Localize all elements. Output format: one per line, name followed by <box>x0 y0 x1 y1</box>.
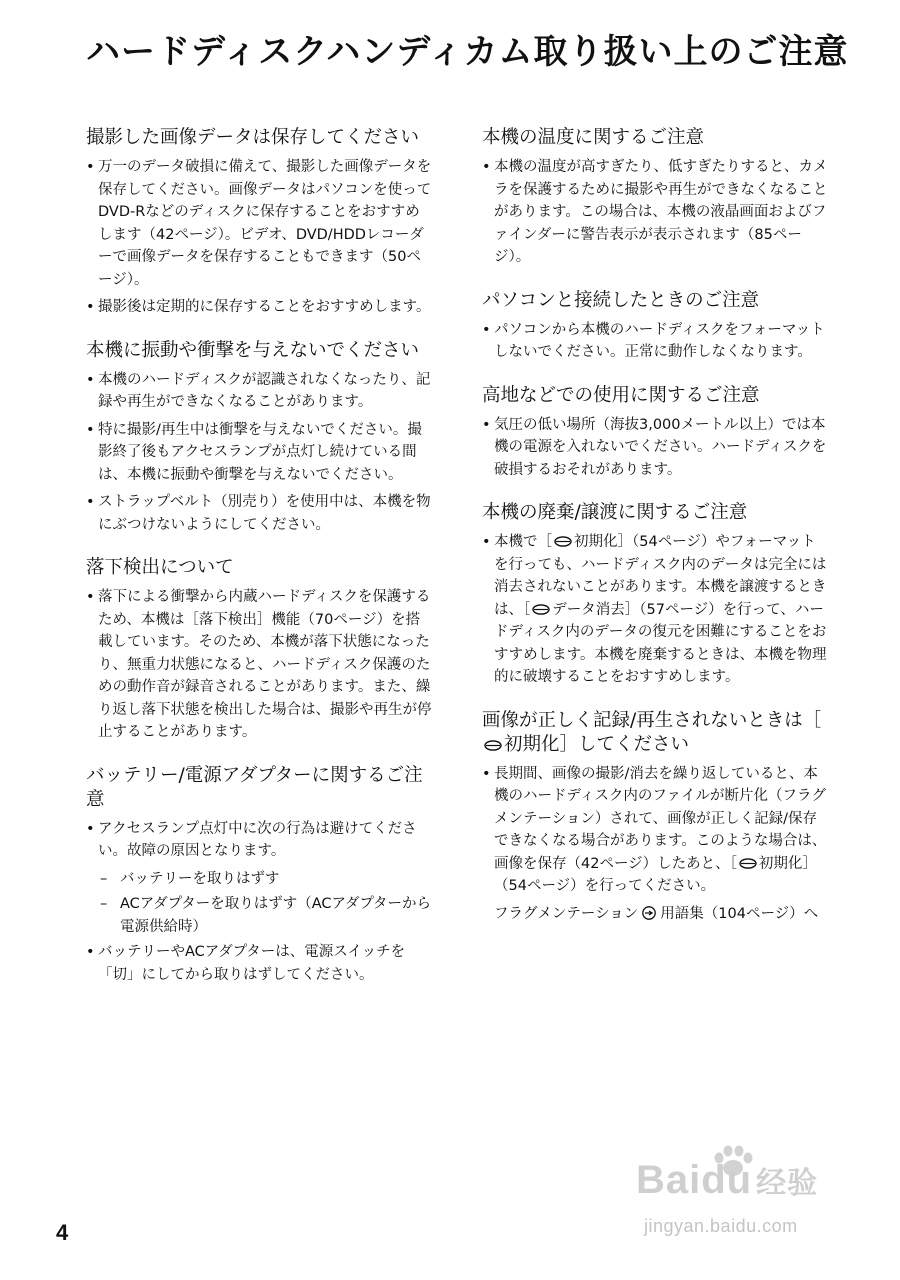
text-run: 本機で［ <box>494 534 552 550</box>
bullet-item: • 本機の温度が高すぎたり、低すぎたりすると、カメラを保護するために撮影や再生ができなくなることがあります。この場合は、本機の液晶画面およびファインダーに警告表示が表示されます（85ページ）。 <box>482 156 828 269</box>
hdd-icon <box>484 740 502 751</box>
section-heading: 本機に振動や衝撃を与えないでください <box>86 339 420 361</box>
text-run: 画像が正しく記録/再生されないときは［ <box>482 709 822 731</box>
bullet-item <box>482 531 828 689</box>
section-heading: 高地などでの使用に関するご注意 <box>482 384 760 406</box>
section-heading: 落下検出について <box>86 557 234 578</box>
page-number: 4 <box>56 1220 69 1245</box>
reference-pointer-icon <box>641 906 657 920</box>
watermark <box>636 1150 846 1250</box>
section-vibration <box>86 339 432 537</box>
hdd-icon <box>532 604 550 615</box>
left-column <box>86 126 432 1006</box>
section-drop-detection <box>86 556 432 744</box>
section-pc-connection <box>482 289 828 364</box>
section-heading: 本機の廃棄/譲渡に関するご注意 <box>482 502 748 523</box>
text-run: フラグメンテーション <box>494 905 639 922</box>
bullet-item: • 万一のデータ破損に備えて、撮影した画像データを保存してください。画像データはパソコンを使ってDVD-Rなどのディスクに保存することをおすすめします（42ページ）。ビデオ、DVD/HDDレコーダーで画像データを保存することもできます（50ページ）。 <box>86 156 432 291</box>
watermark-logo-text: Baidu <box>636 1158 753 1202</box>
section-heading: 本機の温度に関するご注意 <box>482 127 705 148</box>
text-run: 初期化］（54ページ）やフォーマットを行っても、ハードディスク内のデータは完全には消去されないことがあります。本機を譲渡するときは、［ <box>494 534 827 618</box>
section-heading: バッテリー/電源アダプターに関するご注意 <box>86 764 423 810</box>
section-high-altitude <box>482 384 828 482</box>
bullet-item: • 特に撮影/再生中は衝撃を与えないでください。撮影終了後もアクセスランプが点灯し続けている間は、本機に振動や衝撃を与えないでください。 <box>86 419 432 487</box>
text-run: データ消去］（57ページ）を行って、ハードディスク内のデータの復元を困難にすることをおすすめします。本機を廃棄するときは、本機を物理的に破壊することをおすすめします。 <box>494 601 827 685</box>
section-temperature <box>482 126 828 269</box>
right-column <box>482 126 828 945</box>
text-run: 用語集（104ページ）へ <box>660 905 819 922</box>
watermark-url: jingyan.baidu.com <box>644 1216 798 1236</box>
hdd-icon <box>554 536 572 547</box>
section-heading <box>482 709 828 757</box>
text-run: 長期間、画像の撮影/消去を繰り返していると、本機のハードディスク内のファイルが断片化（フラグメンテーション）されて、画像が正しく記録/保存できなくなる場合があります。このような場合は、画像を保存（42ページ）したあと、［ <box>494 765 827 872</box>
text-run: 初期化］してください <box>504 733 690 755</box>
page-title: ハードディスクハンディカム取り扱い上のご注意 <box>86 32 849 72</box>
watermark-logo <box>636 1158 818 1203</box>
dash-item: – バッテリーを取りはずす <box>86 868 432 891</box>
bullet-item: • 気圧の低い場所（海抜3,000メートル以上）では本機の電源を入れないでください。ハードディスクを破損するおそれがあります。 <box>482 414 828 482</box>
bullet-item: • バッテリーやACアダプターは、電源スイッチを「切」にしてから取りはずしてください。 <box>86 941 432 986</box>
section-heading: パソコンと接続したときのご注意 <box>482 289 760 311</box>
text-run: 初期化］（54ページ）を行ってください。 <box>494 855 817 894</box>
bullet-item <box>482 763 828 898</box>
section-disposal <box>482 501 828 689</box>
bullet-item: • 撮影後は定期的に保存することをおすすめします。 <box>86 296 432 319</box>
watermark-logo-cn: 经验 <box>756 1167 819 1200</box>
section-battery <box>86 764 432 987</box>
bullet-item: • アクセスランプ点灯中に次の行為は避けてください。故障の原因となります。 <box>86 818 432 863</box>
section-format <box>482 709 828 926</box>
bullet-item: • パソコンから本機のハードディスクをフォーマットしないでください。正常に動作しなくなります。 <box>482 319 828 364</box>
section-heading: 撮影した画像データは保存してください <box>86 127 420 148</box>
bullet-item: • 落下による衝撃から内蔵ハードディスクを保護するため、本機は［落下検出］機能（70ページ）を搭載しています。そのため、本機が落下状態になったり、無重力状態になると、ハードディスク保護のための動作音が録音されることがあります。また、繰り返し落下状態を検出した場合は、撮影や再生が停止することがあります。 <box>86 586 432 744</box>
dash-item: – ACアダプターを取りはずす（ACアダプターから電源供給時） <box>86 893 432 938</box>
bullet-item: • ストラップベルト（別売り）を使用中は、本機を物にぶつけないようにしてください。 <box>86 491 432 536</box>
reference-note <box>482 903 828 926</box>
hdd-icon <box>739 858 757 869</box>
bullet-item: • 本機のハードディスクが認識されなくなったり、記録や再生ができなくなることがあります。 <box>86 369 432 414</box>
section-save-data <box>86 126 432 319</box>
